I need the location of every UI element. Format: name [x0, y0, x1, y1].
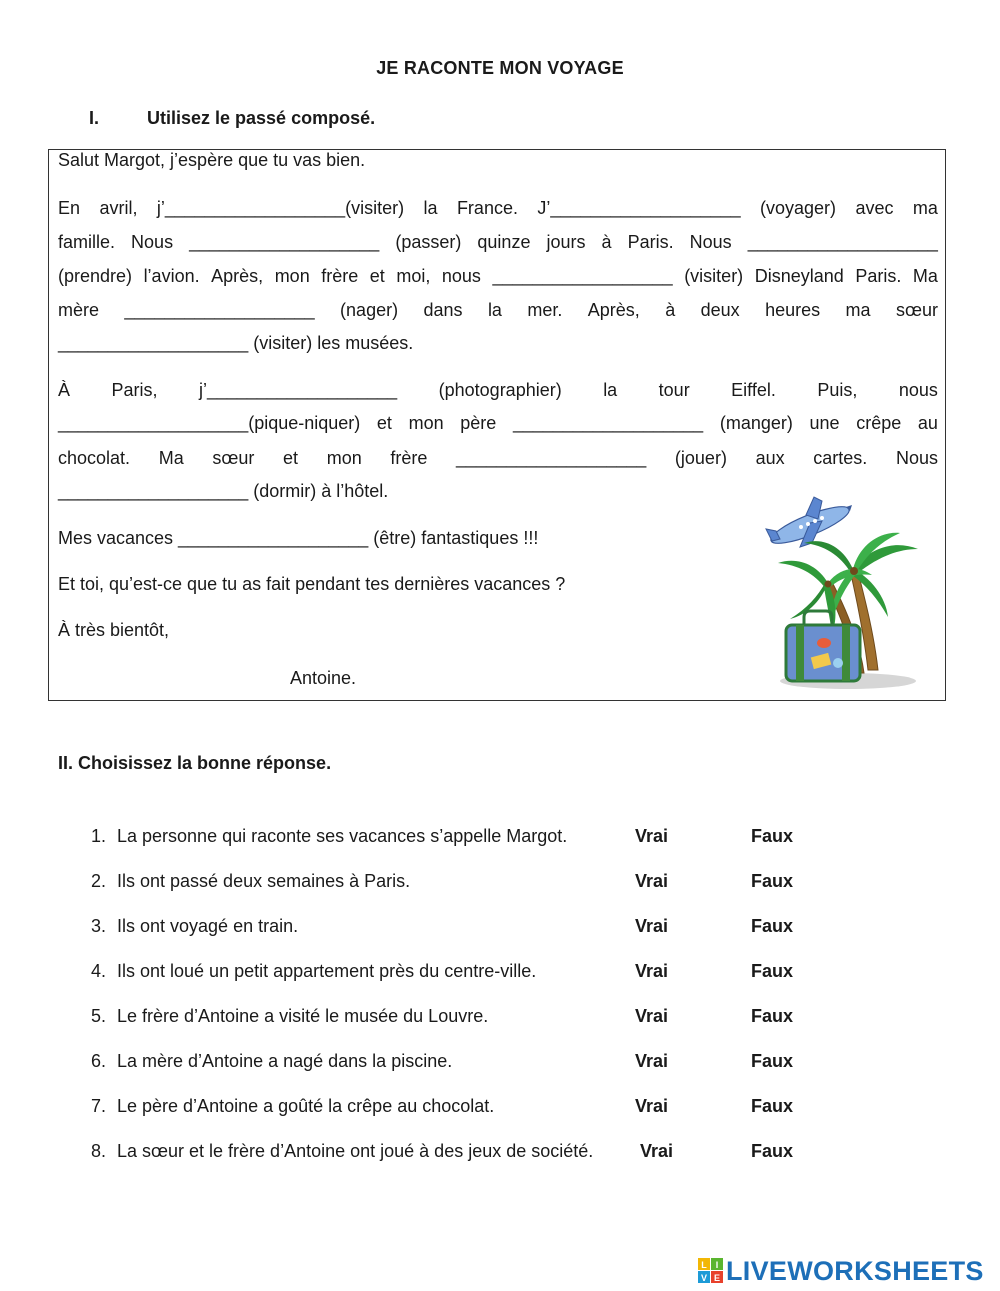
letter-word: Nous	[689, 232, 732, 252]
section-1-title: Utilisez le passé composé.	[147, 108, 376, 128]
vrai-option[interactable]: Vrai	[640, 1141, 674, 1161]
question-number: 1.	[90, 826, 106, 846]
travel-illustration	[760, 485, 925, 697]
letter-word: (nager)	[340, 300, 399, 320]
letter-word: Paris.	[855, 266, 902, 286]
letter-word: En	[58, 198, 81, 218]
question-text: Le père d’Antoine a goûté la crêpe au chocolat.	[117, 1096, 495, 1116]
letter-word: Paris,	[111, 380, 158, 400]
vrai-option[interactable]: Vrai	[635, 1096, 669, 1116]
letter-word: l’avion.	[143, 266, 200, 286]
letter-word: ___________________	[747, 232, 938, 252]
brand-name: LIVEWORKSHEETS	[726, 1255, 984, 1286]
letter-word: Nous	[895, 448, 938, 468]
vrai-option[interactable]: Vrai	[635, 871, 669, 891]
letter-word: ___________________	[512, 413, 704, 433]
letter-word: __________________	[492, 266, 673, 286]
question-number: 8.	[90, 1141, 106, 1161]
letter-word: sœur	[212, 448, 255, 468]
letter-word: (photographier)	[438, 380, 562, 400]
letter-word: J’___________________	[537, 198, 741, 218]
letter-word: sœur	[895, 300, 938, 320]
letter-word: Après,	[587, 300, 640, 320]
faux-option[interactable]: Faux	[751, 1096, 794, 1116]
letter-word: jours	[546, 232, 586, 252]
letter-word: aux	[755, 448, 785, 468]
section-2-title: II. Choisissez la bonne réponse.	[58, 753, 332, 773]
letter-word: Ma	[158, 448, 184, 468]
question-number: 6.	[90, 1051, 106, 1071]
letter-p2-line-2	[58, 413, 938, 434]
page-title: JE RACONTE MON VOYAGE	[376, 58, 624, 78]
letter-word: au	[917, 413, 938, 433]
question-text: La sœur et le frère d’Antoine ont joué à des jeux de société.	[117, 1141, 594, 1161]
letter-word: Puis,	[817, 380, 858, 400]
question-number: 5.	[90, 1006, 106, 1026]
letter-word: famille.	[58, 232, 116, 252]
letter-word: et	[369, 266, 385, 286]
letter-word: France.	[456, 198, 518, 218]
letter-word: nous	[441, 266, 481, 286]
faux-option[interactable]: Faux	[751, 1006, 794, 1026]
letter-word: ___________________	[456, 448, 647, 468]
logo-letter: I	[715, 1260, 719, 1270]
letter-word: nous	[898, 380, 938, 400]
letter-word: à	[665, 300, 676, 320]
letter-word: (passer)	[395, 232, 462, 252]
letter-word: j’__________________(visiter)	[156, 198, 405, 218]
letter-word: crêpe	[856, 413, 902, 433]
letter-word: moi,	[396, 266, 431, 286]
question-text: Ils ont voyagé en train.	[117, 916, 299, 936]
letter-word: la	[487, 300, 502, 320]
letter-word: mon	[274, 266, 310, 286]
logo-letter: E	[713, 1273, 721, 1283]
letter-p4: Et toi, qu’est-ce que tu as fait pendant tes dernières vacances ?	[58, 574, 566, 594]
letter-word: deux	[700, 300, 740, 320]
liveworksheets-logo	[698, 1253, 984, 1289]
question-number: 4.	[90, 961, 106, 981]
letter-word: À	[58, 380, 71, 400]
letter-p1-line-4	[58, 300, 938, 321]
letter-word: tour	[658, 380, 690, 400]
letter-closing: À très bientôt,	[58, 620, 170, 640]
faux-option[interactable]: Faux	[751, 1051, 794, 1071]
letter-p1-line-1	[58, 198, 938, 219]
letter-word: chocolat.	[58, 448, 131, 468]
letter-word: ma	[912, 198, 938, 218]
letter-word: ma	[845, 300, 871, 320]
letter-word: frère	[390, 448, 428, 468]
letter-word: mer.	[527, 300, 563, 320]
question-text: Ils ont passé deux semaines à Paris.	[117, 871, 411, 891]
letter-word: ___________________(pique-niquer)	[58, 413, 361, 433]
vrai-option[interactable]: Vrai	[635, 961, 669, 981]
letter-word: (jouer)	[674, 448, 727, 468]
letter-word: (prendre)	[58, 266, 133, 286]
letter-p2-line-4: ___________________ (dormir) à l’hôtel.	[58, 481, 389, 501]
vrai-option[interactable]: Vrai	[635, 916, 669, 936]
letter-word: père	[460, 413, 497, 433]
question-text: La mère d’Antoine a nagé dans la piscine.	[117, 1051, 453, 1071]
faux-option[interactable]: Faux	[751, 916, 794, 936]
letter-word: et	[376, 413, 392, 433]
vrai-option[interactable]: Vrai	[635, 826, 669, 846]
letter-word: ___________________	[124, 300, 315, 320]
letter-word: Eiffel.	[731, 380, 776, 400]
faux-option[interactable]: Faux	[751, 1141, 794, 1161]
letter-word: frère	[321, 266, 359, 286]
vrai-option[interactable]: Vrai	[635, 1006, 669, 1026]
letter-word: ___________________	[189, 232, 380, 252]
question-number: 3.	[90, 916, 106, 936]
question-number: 2.	[90, 871, 106, 891]
letter-p1-line-3	[58, 266, 938, 287]
logo-letter: L	[701, 1260, 707, 1270]
letter-word: j’___________________	[198, 380, 398, 400]
question-text: La personne qui raconte ses vacances s’appelle Margot.	[117, 826, 568, 846]
question-text: Ils ont loué un petit appartement près du centre-ville.	[117, 961, 537, 981]
question-text: Le frère d’Antoine a visité le musée du Louvre.	[117, 1006, 489, 1026]
letter-word: la	[423, 198, 438, 218]
section-1-number: I.	[89, 108, 100, 128]
letter-word: une	[809, 413, 840, 433]
letter-p2-line-3	[58, 448, 938, 469]
letter-word: Paris.	[627, 232, 674, 252]
faux-option[interactable]: Faux	[751, 826, 794, 846]
vrai-option[interactable]: Vrai	[635, 1051, 669, 1071]
liveworksheets-logo-icon	[698, 1258, 724, 1284]
logo-letter: V	[700, 1273, 708, 1283]
letter-word: et	[283, 448, 299, 468]
letter-word: (manger)	[719, 413, 793, 433]
letter-word: (voyager)	[760, 198, 837, 218]
letter-p2-line-1	[58, 380, 938, 401]
letter-word: quinze	[477, 232, 531, 252]
letter-word: dans	[423, 300, 463, 320]
letter-word: heures	[765, 300, 821, 320]
letter-word: Disneyland	[754, 266, 844, 286]
letter-word: mère	[58, 300, 100, 320]
letter-word: mon	[326, 448, 362, 468]
letter-word: (visiter)	[684, 266, 744, 286]
faux-option[interactable]: Faux	[751, 961, 794, 981]
letter-word: cartes.	[813, 448, 868, 468]
letter-p1-line-5: ___________________ (visiter) les musées.	[58, 333, 414, 353]
letter-word: la	[603, 380, 618, 400]
letter-p1-line-2	[58, 232, 938, 253]
letter-word: à	[601, 232, 612, 252]
letter-word: Nous	[131, 232, 174, 252]
question-number: 7.	[90, 1096, 106, 1116]
letter-greeting: Salut Margot, j’espère que tu vas bien.	[58, 150, 366, 170]
faux-option[interactable]: Faux	[751, 871, 794, 891]
letter-word: avril,	[99, 198, 138, 218]
letter-signature: Antoine.	[290, 668, 357, 688]
letter-word: avec	[855, 198, 894, 218]
letter-word: Ma	[912, 266, 938, 286]
letter-p3: Mes vacances ___________________ (être) fantastiques !!!	[58, 528, 539, 548]
letter-word: mon	[408, 413, 444, 433]
letter-word: Après,	[211, 266, 264, 286]
